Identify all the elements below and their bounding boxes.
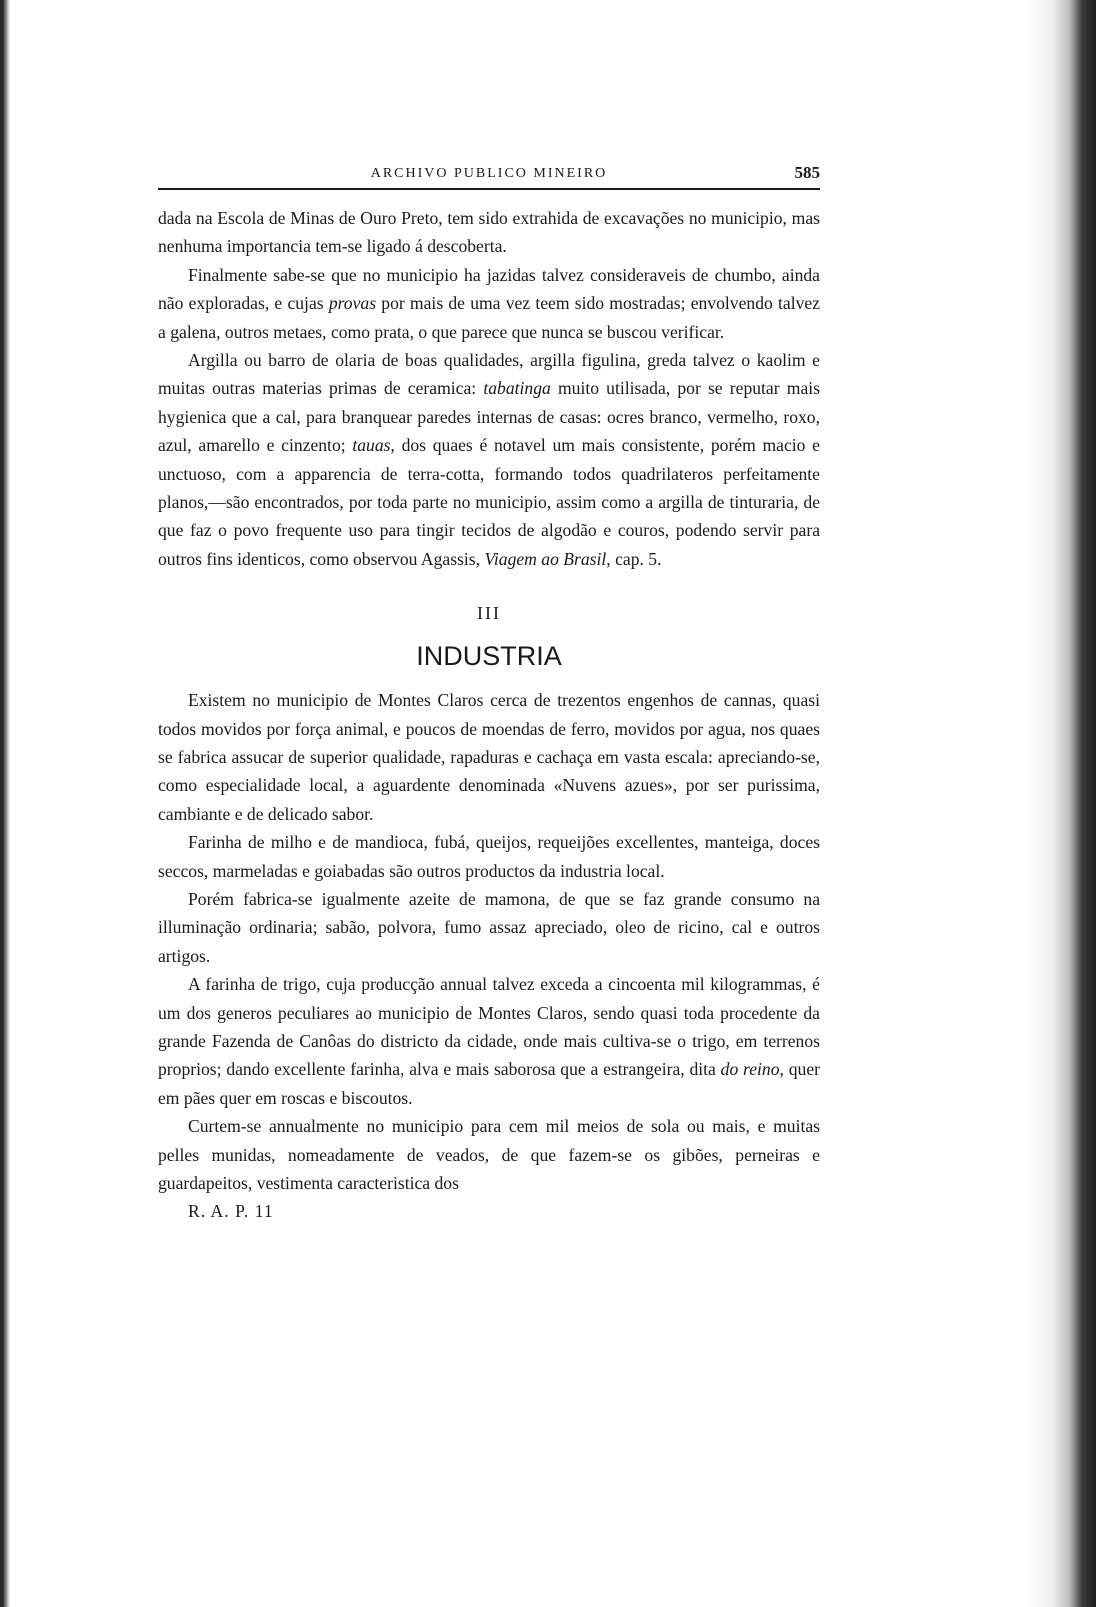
paragraph <box>158 885 820 970</box>
text-run: , cap. 5. <box>606 548 662 569</box>
paragraph <box>158 970 820 1112</box>
scan-binding-shadow <box>1026 0 1096 1607</box>
page-number: 585 <box>794 163 820 182</box>
text-run: dada na Escola de Minas de Ouro Preto, tem sido extrahida de excavações no municipio, mas nenhuma importancia tem-se ligado á descoberta. <box>158 208 820 257</box>
italic-text: provas <box>328 293 377 314</box>
text-run: , quer em pães quer em roscas e biscoutos. <box>158 1059 820 1108</box>
text-run: Finalmente sabe-se que no municipio ha jazidas talvez consideraveis de chumbo, ainda não exploradas, e cujas <box>158 264 820 314</box>
text-run: , dos quaes é notavel um mais consistente, porém macio e unctuoso, com a apparencia de terra-cotta, formando todos quadrilateros perfeitamente planos,—são encontrados, por toda parte no municipio, assim como a argilla de tinturaria, de que faz o povo frequente uso para tingir tecidos de algodão e couros, podendo servir para outros fins identicos, como observou Agassis, <box>158 435 820 569</box>
paragraph <box>158 828 820 885</box>
scan-left-edge <box>0 0 10 1607</box>
text-run: Existem no municipio de Montes Claros cerca de trezentos engenhos de cannas, quasi todos movidos por força animal, e poucos de moendas de ferro, movidos por agua, nos quaes se fabrica assucar de superior qualidade, rapaduras e cachaça em vasta escala: apreciando-se, como especialidade local, a aguardente denominada «Nuvens azues», por ser purissima, cambiante e de delicado sabor. <box>158 690 820 824</box>
section-title: INDUSTRIA <box>416 640 562 671</box>
paragraphs-before-section <box>158 204 820 573</box>
text-run: Curtem-se annualmente no municipio para cem mil meios de sola ou mais, e muitas pelles munidas, nomeadamente de veados, de que fazem-se os gibões, perneiras e guardapeitos, vestimenta caracteristica dos <box>158 1116 820 1193</box>
italic-text: tauas <box>352 435 391 456</box>
running-head-title: ARCHIVO PUBLICO MINEIRO <box>370 166 608 181</box>
body-text <box>158 204 820 1197</box>
text-run: A farinha de trigo, cuja producção annual talvez exceda a cincoenta mil kilogrammas, é um dos generos peculiares ao municipio de Montes Claros, sendo quasi toda procedente da grande Fazenda de Canôas do districto da cidade, onde mais cultiva-se o trigo, em terrenos proprios; dando excellente farinha, alva e mais saborosa que a estrangeira, dita <box>158 974 820 1080</box>
text-run: Argilla ou barro de olaria de boas qualidades, argilla figulina, greda talvez o kaolim e muitas outras materias primas de ceramica: <box>158 350 820 399</box>
text-run: Farinha de milho e de mandioca, fubá, queijos, requeijões excellentes, manteiga, doces seccos, marmeladas e goiabadas são outros productos da industria local. <box>158 832 820 881</box>
text-run: Porém fabrica-se igualmente azeite de mamona, de que se faz grande consumo na illuminação ordinaria; sabão, polvora, fumo assaz apreciado, oleo de ricino, cal e outros artigos. <box>158 888 820 966</box>
italic-text: do reino <box>720 1059 780 1080</box>
text-run: muito utilisada, por se reputar mais hygienica que a cal, para branquear paredes internas de casas: ocres branco, vermelho, roxo, azul, amarello e cinzento; <box>158 378 820 456</box>
document-page <box>158 160 820 1222</box>
signature-mark: R. A. P. 11 <box>188 1201 274 1222</box>
italic-text: Viagem ao Brasil <box>484 548 607 569</box>
paragraph <box>158 204 820 261</box>
section-number: III <box>477 603 501 624</box>
paragraph <box>158 346 820 573</box>
paragraphs-after-section <box>158 686 820 1197</box>
italic-text: tabatinga <box>483 378 551 399</box>
running-head <box>158 160 820 190</box>
paragraph <box>158 1112 820 1197</box>
paragraph <box>158 686 820 828</box>
paragraph <box>158 261 820 346</box>
text-run: por mais de uma vez teem sido mostradas; envolvendo talvez a galena, outros metaes, como prata, o que parece que nunca se buscou verificar. <box>158 293 820 342</box>
